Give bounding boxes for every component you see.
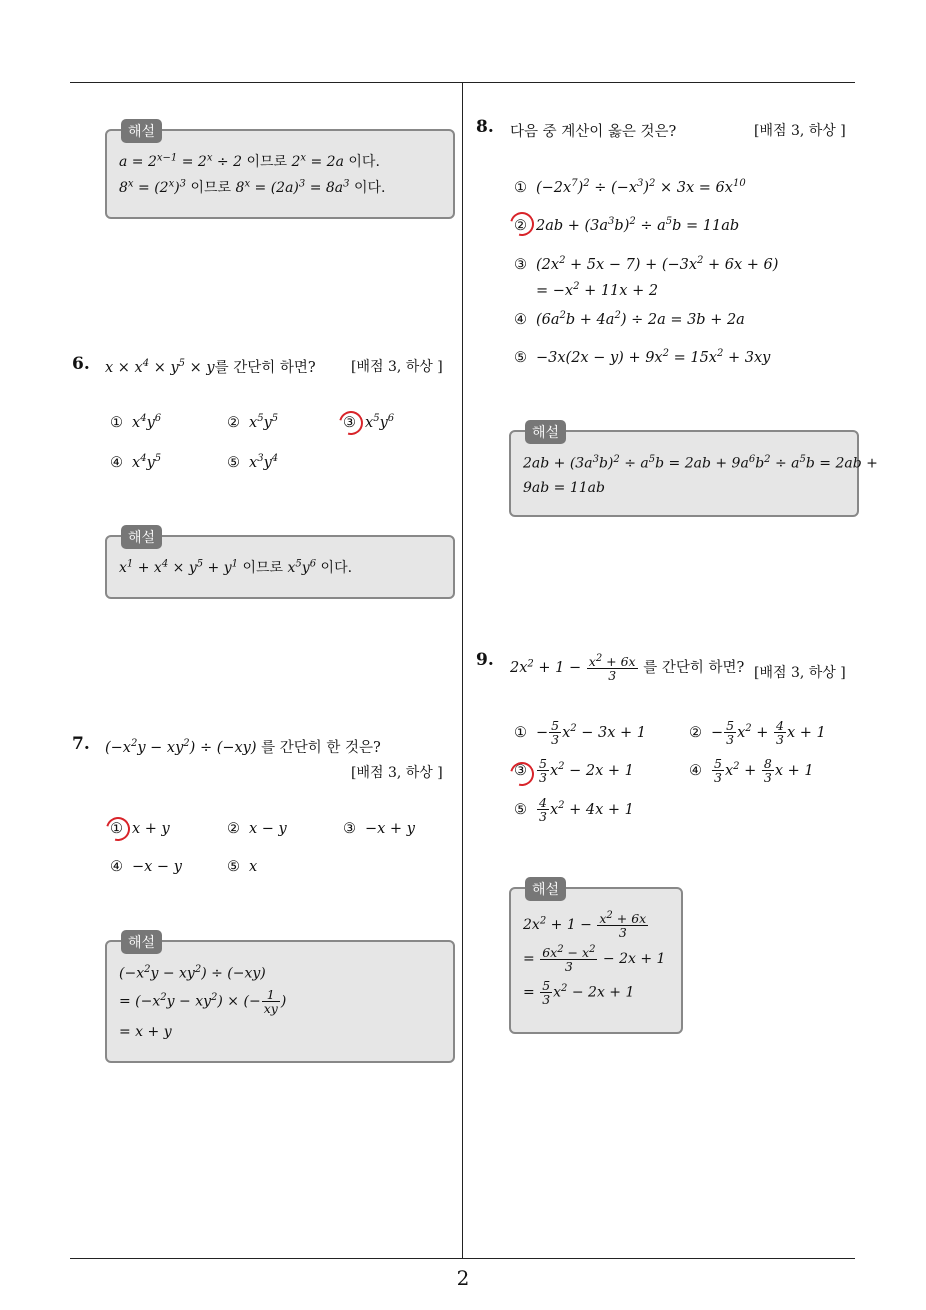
question-text: $(-x^2y - xy^2) \div (-xy)$ 를 간단히 한 것은? <box>105 738 381 756</box>
solution-line: $8^x = (2^x)^3$ 이므로 $8^x = (2a)^3 = 8a^3$ 이다. <box>119 178 386 196</box>
option-5[interactable]: ⑤ $x^3y^4$ <box>227 453 279 471</box>
option-4[interactable]: ④ −x − y <box>110 859 182 875</box>
solution-label: 해설 <box>121 119 162 143</box>
option-2[interactable]: ② − $\frac{5}{3}$ $x^2$ + $\frac{4}{3}$ x + 1 <box>689 718 826 748</box>
points-label: [배점 3, 하상 ] <box>351 359 443 375</box>
solution-label: 해설 <box>121 930 162 954</box>
question-text: $x \times x^4 \times y^5 \times y$를 간단히 하면? <box>105 358 316 376</box>
solution-line: $(-x^2y - xy^2) \div (-xy)$ <box>119 964 266 982</box>
question-number: 7. <box>72 734 90 754</box>
solution-box-q9 <box>509 882 683 1034</box>
option-3[interactable]: ③ $\frac{5}{3}$ $x^2 - 2x + 1$ <box>514 756 634 786</box>
solution-line: $2x^2 + 1$ − $\frac{x^2 + 6x}{3}$ <box>523 910 647 941</box>
solution-line: = x + y <box>119 1024 172 1040</box>
option-3[interactable]: ③ −x + y <box>343 821 415 837</box>
solution-line: = $\frac{6x^2 - x^2}{3}$ − 2x + 1 <box>523 944 666 975</box>
option-4[interactable]: ④ $(6a^2b + 4a^2) \div 2a = 3b + 2a$ <box>514 310 745 328</box>
solution-line: 9ab = 11ab <box>523 480 605 496</box>
solution-line: $x^1 + x^4 \times y^5 + y^1$ 이므로 $x^5y^6$ 이다. <box>119 558 353 576</box>
option-1[interactable]: ① x + y <box>110 821 170 837</box>
option-2[interactable]: ② $x^5y^5$ <box>227 413 279 431</box>
points-label: [배점 3, 하상 ] <box>351 765 443 781</box>
solution-line: $2ab + (3a^3b)^2 \div a^5b = 2ab + 9a^6b^2 \div a^5b = 2ab$ + <box>523 454 878 472</box>
question-number: 6. <box>72 354 90 374</box>
solution-line: = $(-x^2y - xy^2)$ × (− $\frac{1}{xy}$ ) <box>119 987 287 1017</box>
option-1[interactable]: ① $(-2x^7)^2 \div (-x^3)^2 \times 3x = 6x^{10}$ <box>514 178 746 196</box>
option-3[interactable]: ③ $(2x^2 + 5x - 7) + (-3x^2 + 6x + 6)$ <box>514 255 779 273</box>
option-5[interactable]: ⑤ $\frac{4}{3}$ $x^2 + 4x + 1$ <box>514 795 634 825</box>
question-text: 다음 중 계산이 옳은 것은? <box>510 124 677 140</box>
column-divider <box>462 83 463 1258</box>
page-number: 2 <box>456 1266 470 1290</box>
option-5[interactable]: ⑤ $-3x(2x - y) + 9x^2 = 15x^2 + 3xy$ <box>514 348 771 366</box>
answer-mark <box>102 813 135 846</box>
points-label: [배점 3, 하상 ] <box>754 665 846 681</box>
question-number: 9. <box>476 650 494 670</box>
option-2[interactable]: ② x − y <box>227 821 287 837</box>
answer-mark <box>335 407 368 440</box>
solution-label: 해설 <box>525 420 566 444</box>
solution-label: 해설 <box>525 877 566 901</box>
bottom-rule <box>70 1258 855 1259</box>
question-number: 8. <box>476 117 494 137</box>
option-1[interactable]: ① $x^4y^6$ <box>110 413 162 431</box>
option-5[interactable]: ⑤ x <box>227 859 258 875</box>
answer-mark <box>506 208 539 241</box>
solution-box-q7 <box>105 935 455 1063</box>
option-3[interactable]: ③ $x^5y^6$ <box>343 413 395 431</box>
option-1[interactable]: ① − $\frac{5}{3}$ $x^2 - 3x + 1$ <box>514 718 647 748</box>
option-4[interactable]: ④ $x^4y^5$ <box>110 453 162 471</box>
option-2[interactable]: ② $2ab + (3a^3b)^2 \div a^5b = 11ab$ <box>514 216 740 234</box>
solution-label: 해설 <box>121 525 162 549</box>
option-3-continued: = $-x^2 + 11x + 2$ <box>536 281 659 299</box>
points-label: [배점 3, 하상 ] <box>754 123 846 139</box>
solution-box-q8 <box>509 425 878 517</box>
option-4[interactable]: ④ $\frac{5}{3}$ $x^2$ + $\frac{8}{3}$ x + 1 <box>689 756 814 786</box>
solution-line: = $\frac{5}{3}$ $x^2 - 2x + 1$ <box>523 978 635 1008</box>
question-text: $2x^2 + 1$ − $\frac{x^2 + 6x}{3}$ 를 간단히 하면? <box>510 653 745 684</box>
solution-box-prev <box>105 124 455 219</box>
solution-box-q6 <box>105 530 455 599</box>
solution-line: $a = 2^{x-1} = 2^x \div 2$ 이므로 $2^x = 2a$ 이다. <box>119 152 380 170</box>
